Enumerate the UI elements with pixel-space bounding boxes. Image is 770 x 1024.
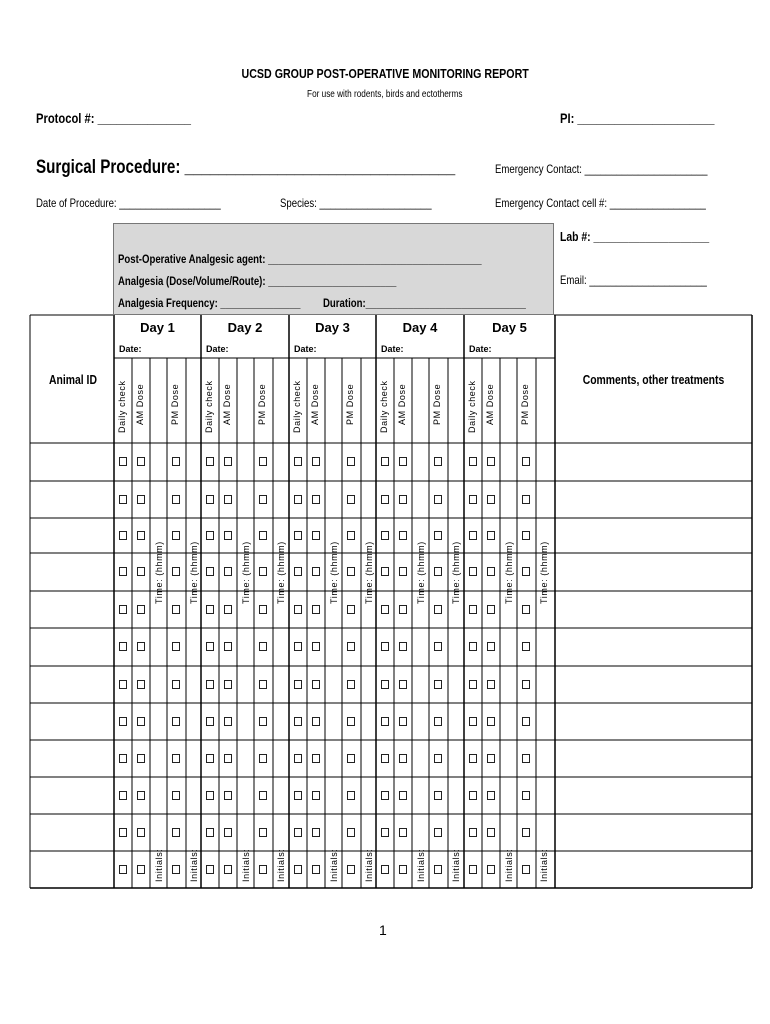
checkbox[interactable]: [137, 457, 145, 466]
analgesia-frequency-field[interactable]: Analgesia Frequency: _______________: [118, 296, 301, 310]
checkbox[interactable]: [224, 828, 232, 837]
checkbox[interactable]: [522, 717, 530, 726]
checkbox[interactable]: [399, 457, 407, 466]
checkbox[interactable]: [522, 754, 530, 763]
checkbox[interactable]: [206, 754, 214, 763]
checkbox[interactable]: [172, 680, 180, 689]
checkbox[interactable]: [119, 717, 127, 726]
checkbox[interactable]: [522, 828, 530, 837]
checkbox[interactable]: [206, 605, 214, 614]
checkbox[interactable]: [224, 754, 232, 763]
checkbox[interactable]: [434, 754, 442, 763]
checkbox[interactable]: [487, 754, 495, 763]
checkbox[interactable]: [434, 791, 442, 800]
time-label: Time: (hhmm): [364, 541, 374, 604]
checkbox[interactable]: [119, 531, 127, 540]
checkbox[interactable]: [137, 680, 145, 689]
checkbox[interactable]: [399, 717, 407, 726]
checkbox[interactable]: [347, 717, 355, 726]
checkbox[interactable]: [137, 567, 145, 576]
checkbox[interactable]: [119, 567, 127, 576]
day-header: Day 5: [492, 320, 527, 335]
checkbox[interactable]: [294, 457, 302, 466]
date-label: Date:: [294, 344, 317, 354]
checkbox[interactable]: [399, 495, 407, 504]
checkbox[interactable]: [294, 605, 302, 614]
checkbox[interactable]: [172, 865, 180, 874]
checkbox[interactable]: [381, 495, 389, 504]
checkbox[interactable]: [259, 457, 267, 466]
initials-label: Initials:: [451, 848, 461, 882]
checkbox[interactable]: [137, 828, 145, 837]
checkbox[interactable]: [259, 754, 267, 763]
time-label: Time: (hhmm): [241, 541, 251, 604]
initials-label: Initials:: [504, 848, 514, 882]
checkbox[interactable]: [119, 865, 127, 874]
checkbox[interactable]: [469, 865, 477, 874]
checkbox[interactable]: [487, 791, 495, 800]
checkbox[interactable]: [259, 605, 267, 614]
checkbox[interactable]: [172, 495, 180, 504]
am-dose-header: AM Dose: [135, 383, 145, 425]
checkbox[interactable]: [487, 642, 495, 651]
checkbox[interactable]: [487, 457, 495, 466]
email-field[interactable]: Email: ______________________: [560, 273, 707, 287]
checkbox[interactable]: [487, 495, 495, 504]
checkbox[interactable]: [137, 791, 145, 800]
checkbox[interactable]: [381, 457, 389, 466]
checkbox[interactable]: [487, 605, 495, 614]
checkbox[interactable]: [119, 754, 127, 763]
checkbox[interactable]: [312, 828, 320, 837]
checkbox[interactable]: [469, 791, 477, 800]
checkbox[interactable]: [399, 791, 407, 800]
checkbox[interactable]: [119, 642, 127, 651]
checkbox[interactable]: [172, 567, 180, 576]
checkbox[interactable]: [137, 865, 145, 874]
checkbox[interactable]: [399, 567, 407, 576]
checkbox[interactable]: [347, 605, 355, 614]
checkbox[interactable]: [469, 754, 477, 763]
checkbox[interactable]: [206, 531, 214, 540]
time-label: Time: (hhmm): [189, 541, 199, 604]
checkbox[interactable]: [224, 717, 232, 726]
checkbox[interactable]: [399, 828, 407, 837]
checkbox[interactable]: [172, 828, 180, 837]
checkbox[interactable]: [259, 791, 267, 800]
checkbox[interactable]: [399, 680, 407, 689]
checkbox[interactable]: [469, 605, 477, 614]
checkbox[interactable]: [434, 680, 442, 689]
checkbox[interactable]: [312, 717, 320, 726]
checkbox[interactable]: [172, 791, 180, 800]
checkbox[interactable]: [294, 754, 302, 763]
checkbox[interactable]: [294, 828, 302, 837]
checkbox[interactable]: [224, 865, 232, 874]
checkbox[interactable]: [434, 865, 442, 874]
checkbox[interactable]: [487, 531, 495, 540]
checkbox[interactable]: [224, 680, 232, 689]
comments-header: Comments, other treatments: [582, 372, 725, 387]
checkbox[interactable]: [487, 567, 495, 576]
time-label: Time: (hhmm): [276, 541, 286, 604]
checkbox[interactable]: [347, 642, 355, 651]
checkbox[interactable]: [347, 567, 355, 576]
lab-field[interactable]: Lab #: ____________________: [560, 229, 710, 244]
checkbox[interactable]: [119, 680, 127, 689]
checkbox[interactable]: [434, 828, 442, 837]
checkbox[interactable]: [137, 642, 145, 651]
checkbox[interactable]: [522, 531, 530, 540]
checkbox[interactable]: [259, 567, 267, 576]
pm-dose-header: PM Dose: [432, 383, 442, 425]
checkbox[interactable]: [312, 754, 320, 763]
checkbox[interactable]: [206, 791, 214, 800]
form-title: UCSD GROUP POST-OPERATIVE MONITORING REPORT: [241, 66, 529, 81]
checkbox[interactable]: [294, 865, 302, 874]
checkbox[interactable]: [172, 717, 180, 726]
checkbox[interactable]: [312, 642, 320, 651]
checkbox[interactable]: [259, 828, 267, 837]
checkbox[interactable]: [294, 642, 302, 651]
checkbox[interactable]: [294, 791, 302, 800]
checkbox[interactable]: [434, 605, 442, 614]
checkbox[interactable]: [347, 865, 355, 874]
checkbox[interactable]: [522, 495, 530, 504]
date-label: Date:: [206, 344, 229, 354]
checkbox[interactable]: [522, 457, 530, 466]
checkbox[interactable]: [469, 567, 477, 576]
checkbox[interactable]: [224, 605, 232, 614]
checkbox[interactable]: [347, 680, 355, 689]
checkbox[interactable]: [469, 680, 477, 689]
emergency-cell-field[interactable]: Emergency Contact cell #: __________________: [495, 196, 706, 210]
checkbox[interactable]: [487, 680, 495, 689]
checkbox[interactable]: [119, 495, 127, 504]
time-label: Time: (hhmm): [416, 541, 426, 604]
checkbox[interactable]: [522, 642, 530, 651]
checkbox[interactable]: [312, 457, 320, 466]
initials-label: Initials:: [416, 848, 426, 882]
date-label: Date:: [119, 344, 142, 354]
daily-check-header: Daily check: [204, 380, 214, 433]
checkbox[interactable]: [381, 531, 389, 540]
checkbox[interactable]: [522, 605, 530, 614]
checkbox[interactable]: [381, 642, 389, 651]
checkbox[interactable]: [259, 531, 267, 540]
checkbox[interactable]: [381, 717, 389, 726]
daily-check-header: Daily check: [117, 380, 127, 433]
checkbox[interactable]: [206, 567, 214, 576]
pi-field[interactable]: PI: ______________________: [560, 110, 715, 126]
checkbox[interactable]: [224, 531, 232, 540]
checkbox[interactable]: [522, 567, 530, 576]
checkbox[interactable]: [172, 754, 180, 763]
form-subtitle: For use with rodents, birds and ectotherms: [307, 89, 463, 100]
checkbox[interactable]: [347, 495, 355, 504]
checkbox[interactable]: [487, 828, 495, 837]
checkbox[interactable]: [312, 567, 320, 576]
checkbox[interactable]: [137, 754, 145, 763]
checkbox[interactable]: [312, 680, 320, 689]
checkbox[interactable]: [206, 865, 214, 874]
checkbox[interactable]: [206, 457, 214, 466]
day-header: Day 1: [140, 320, 175, 335]
checkbox[interactable]: [312, 605, 320, 614]
checkbox[interactable]: [119, 457, 127, 466]
emergency-contact-field[interactable]: Emergency Contact: _______________________: [495, 162, 708, 176]
checkbox[interactable]: [522, 680, 530, 689]
checkbox[interactable]: [399, 605, 407, 614]
checkbox[interactable]: [224, 791, 232, 800]
pm-dose-header: PM Dose: [257, 383, 267, 425]
checkbox[interactable]: [224, 495, 232, 504]
checkbox[interactable]: [119, 605, 127, 614]
checkbox[interactable]: [137, 531, 145, 540]
checkbox[interactable]: [259, 717, 267, 726]
checkbox[interactable]: [347, 791, 355, 800]
animal-id-header: Animal ID: [49, 372, 97, 387]
analgesia-dose-field[interactable]: Analgesia (Dose/Volume/Route): ________________________: [118, 274, 397, 288]
checkbox[interactable]: [294, 531, 302, 540]
pm-dose-header: PM Dose: [170, 383, 180, 425]
initials-label: Initials:: [276, 848, 286, 882]
time-label: Time: (hhmm): [154, 541, 164, 604]
checkbox[interactable]: [399, 531, 407, 540]
checkbox[interactable]: [381, 865, 389, 874]
species-field[interactable]: Species: _____________________: [280, 196, 432, 210]
daily-check-header: Daily check: [292, 380, 302, 433]
checkbox[interactable]: [172, 457, 180, 466]
time-label: Time: (hhmm): [539, 541, 549, 604]
checkbox[interactable]: [206, 642, 214, 651]
day-header: Day 4: [402, 320, 438, 335]
initials-label: Initials:: [539, 848, 549, 882]
checkbox[interactable]: [172, 642, 180, 651]
checkbox[interactable]: [434, 717, 442, 726]
am-dose-header: AM Dose: [222, 383, 232, 425]
checkbox[interactable]: [259, 865, 267, 874]
checkbox[interactable]: [347, 457, 355, 466]
checkbox[interactable]: [434, 531, 442, 540]
daily-check-header: Daily check: [379, 380, 389, 433]
checkbox[interactable]: [259, 642, 267, 651]
checkbox[interactable]: [347, 531, 355, 540]
checkbox[interactable]: [137, 605, 145, 614]
day-header: Day 3: [315, 320, 350, 335]
analgesic-agent-field[interactable]: Post-Operative Analgesic agent: ________________________________________: [118, 252, 482, 266]
date-label: Date:: [469, 344, 492, 354]
checkbox[interactable]: [469, 828, 477, 837]
checkbox[interactable]: [434, 457, 442, 466]
checkbox[interactable]: [381, 791, 389, 800]
checkbox[interactable]: [381, 567, 389, 576]
checkbox[interactable]: [137, 717, 145, 726]
initials-label: Initials:: [241, 848, 251, 882]
checkbox[interactable]: [381, 828, 389, 837]
am-dose-header: AM Dose: [310, 383, 320, 425]
time-label: Time: (hhmm): [329, 541, 339, 604]
checkbox[interactable]: [259, 680, 267, 689]
checkbox[interactable]: [487, 865, 495, 874]
protocol-field[interactable]: Protocol #: _______________: [36, 110, 192, 126]
checkbox[interactable]: [487, 717, 495, 726]
checkbox[interactable]: [172, 605, 180, 614]
checkbox[interactable]: [119, 791, 127, 800]
checkbox[interactable]: [381, 754, 389, 763]
checkbox[interactable]: [119, 828, 127, 837]
checkbox[interactable]: [312, 531, 320, 540]
checkbox[interactable]: [206, 828, 214, 837]
surgical-procedure-field[interactable]: Surgical Procedure: ________________________________: [36, 157, 456, 178]
time-label: Time: (hhmm): [451, 541, 461, 604]
checkbox[interactable]: [294, 680, 302, 689]
checkbox[interactable]: [469, 495, 477, 504]
checkbox[interactable]: [434, 495, 442, 504]
initials-label: Initials:: [364, 848, 374, 882]
checkbox[interactable]: [206, 495, 214, 504]
pm-dose-header: PM Dose: [345, 383, 355, 425]
checkbox[interactable]: [522, 865, 530, 874]
checkbox[interactable]: [347, 828, 355, 837]
checkbox[interactable]: [434, 642, 442, 651]
checkbox[interactable]: [172, 531, 180, 540]
checkbox[interactable]: [206, 680, 214, 689]
checkbox[interactable]: [399, 865, 407, 874]
page-number: 1: [379, 922, 387, 938]
checkbox[interactable]: [469, 531, 477, 540]
checkbox[interactable]: [224, 457, 232, 466]
daily-check-header: Daily check: [467, 380, 477, 433]
checkbox[interactable]: [312, 791, 320, 800]
checkbox[interactable]: [469, 642, 477, 651]
date-of-procedure-field[interactable]: Date of Procedure: ___________________: [36, 196, 221, 210]
checkbox[interactable]: [294, 717, 302, 726]
initials-label: Initials:: [154, 848, 164, 882]
am-dose-header: AM Dose: [397, 383, 407, 425]
time-label: Time: (hhmm): [504, 541, 514, 604]
checkbox[interactable]: [137, 495, 145, 504]
date-label: Date:: [381, 344, 404, 354]
initials-label: Initials:: [329, 848, 339, 882]
checkbox[interactable]: [399, 642, 407, 651]
analgesia-duration-field[interactable]: Duration:______________________________: [323, 296, 526, 310]
checkbox[interactable]: [224, 642, 232, 651]
checkbox[interactable]: [522, 791, 530, 800]
checkbox[interactable]: [347, 754, 355, 763]
checkbox[interactable]: [469, 457, 477, 466]
checkbox[interactable]: [469, 717, 477, 726]
checkbox[interactable]: [312, 865, 320, 874]
checkbox[interactable]: [224, 567, 232, 576]
day-header: Day 2: [227, 320, 263, 335]
pm-dose-header: PM Dose: [520, 383, 530, 425]
initials-label: Initials:: [189, 848, 199, 882]
checkbox[interactable]: [259, 495, 267, 504]
checkbox[interactable]: [434, 567, 442, 576]
checkbox[interactable]: [381, 680, 389, 689]
am-dose-header: AM Dose: [485, 383, 495, 425]
checkbox[interactable]: [294, 567, 302, 576]
checkbox[interactable]: [381, 605, 389, 614]
checkbox[interactable]: [312, 495, 320, 504]
checkbox[interactable]: [206, 717, 214, 726]
checkbox[interactable]: [294, 495, 302, 504]
checkbox[interactable]: [399, 754, 407, 763]
